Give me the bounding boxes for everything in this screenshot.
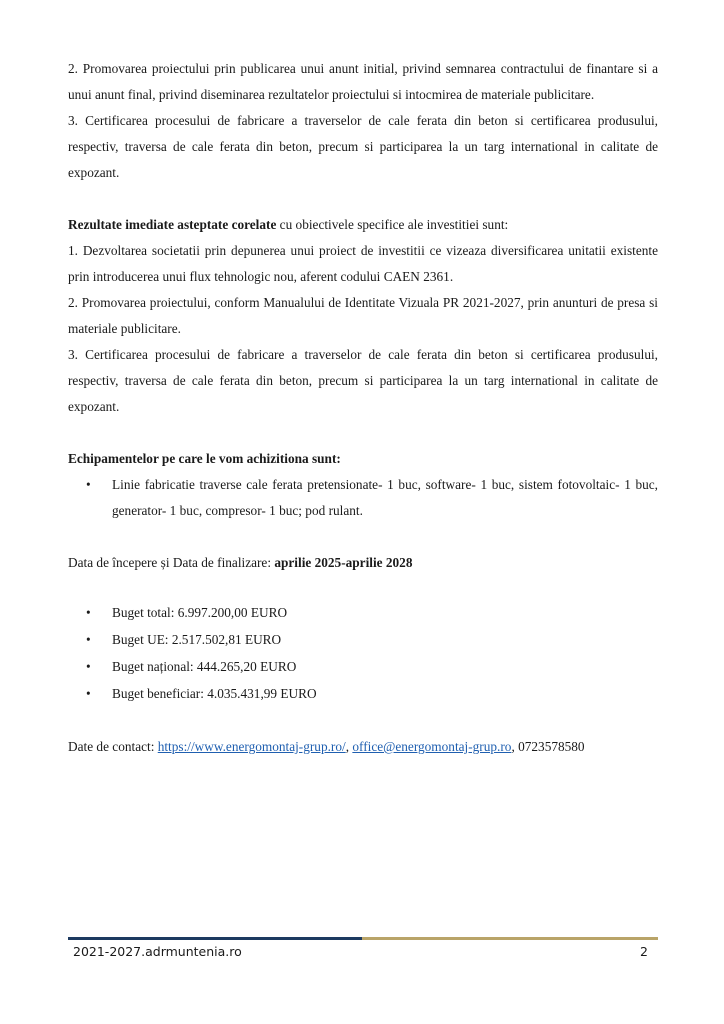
bullet-icon: • xyxy=(86,686,91,701)
document-page xyxy=(68,56,658,760)
results-heading-bold: Rezultate imediate asteptate corelate xyxy=(68,217,277,232)
equipment-heading xyxy=(68,446,658,472)
dates-line xyxy=(68,550,658,576)
contact-separator: , xyxy=(345,739,353,754)
result-item-1: 1. Dezvoltarea societatii prin depunerea unui proiect de investitii ce vizeaza diversificarea unitatii existente prin introducerea unui flux tehnologic nou, aferent codului CAEN 2361. xyxy=(68,243,658,284)
result-item-2: 2. Promovarea proiectului, conform Manualului de Identitate Vizuala PR 2021-2027, prin anunturi de presa si materiale publicitare. xyxy=(68,295,658,336)
contact-phone: 0723578580 xyxy=(518,739,585,754)
website-link[interactable]: https://www.energomontaj-grup.ro/ xyxy=(157,739,346,754)
equipment-item xyxy=(68,472,658,524)
equipment-heading-text: Echipamentelor pe care le vom achizitiona sunt: xyxy=(68,451,341,466)
footer-divider-navy xyxy=(68,937,362,940)
budget-beneficiar: Buget beneficiar: 4.035.431,99 EURO xyxy=(112,686,317,701)
budget-item-beneficiar xyxy=(68,681,658,707)
email-link[interactable]: office@energomontaj-grup.ro xyxy=(352,739,512,754)
intro-item-2: 2. Promovarea proiectului prin publicarea unui anunt initial, privind semnarea contractului de finantare si a unui anunt final, privind diseminarea rezultatelor proiectului si intocmirea de materiale publicitare. xyxy=(68,61,658,102)
footer-site: 2021-2027.adrmuntenia.ro xyxy=(73,944,242,959)
bullet-icon: • xyxy=(86,632,91,647)
result-item-3: 3. Certificarea procesului de fabricare a traverselor de cale ferata din beton si certificarea produsului, respectiv, traversa de cale ferata din beton, precum si participarea la un targ international in calitate de expozant. xyxy=(68,347,658,414)
intro-item-3: 3. Certificarea procesului de fabricare a traverselor de cale ferata din beton si certificarea produsului, respectiv, traversa de cale ferata din beton, precum si participarea la un targ international in calitate de expozant. xyxy=(68,113,658,180)
budget-item-ue xyxy=(68,627,658,653)
budget-ue: Buget UE: 2.517.502,81 EURO xyxy=(112,632,282,647)
contact-label: Date de contact: xyxy=(68,739,158,754)
page-number: 2 xyxy=(640,944,648,959)
budget-list xyxy=(68,600,658,707)
bullet-icon: • xyxy=(86,605,91,620)
contact-separator: , xyxy=(511,739,519,754)
budget-total: Buget total: 6.997.200,00 EURO xyxy=(112,605,288,620)
bullet-icon: • xyxy=(86,477,91,492)
footer-divider-gold xyxy=(362,937,658,940)
results-heading-rest: cu obiectivele specifice ale investitiei sunt: xyxy=(276,217,509,232)
footer-divider xyxy=(68,937,658,940)
budget-national: Buget național: 444.265,20 EURO xyxy=(112,659,297,674)
contact-line xyxy=(68,734,658,760)
bullet-icon: • xyxy=(86,659,91,674)
budget-item-total xyxy=(68,600,658,626)
dates-value: aprilie 2025-aprilie 2028 xyxy=(274,555,413,570)
budget-item-national xyxy=(68,654,658,680)
equipment-item-text: Linie fabricatie traverse cale ferata pretensionate- 1 buc, software- 1 buc, sistem fotovoltaic- 1 buc, generator- 1 buc, compresor- 1 buc; pod rulant. xyxy=(112,477,658,518)
equipment-list xyxy=(68,472,658,524)
dates-label: Data de începere și Data de finalizare: xyxy=(68,555,275,570)
results-heading xyxy=(68,212,658,238)
